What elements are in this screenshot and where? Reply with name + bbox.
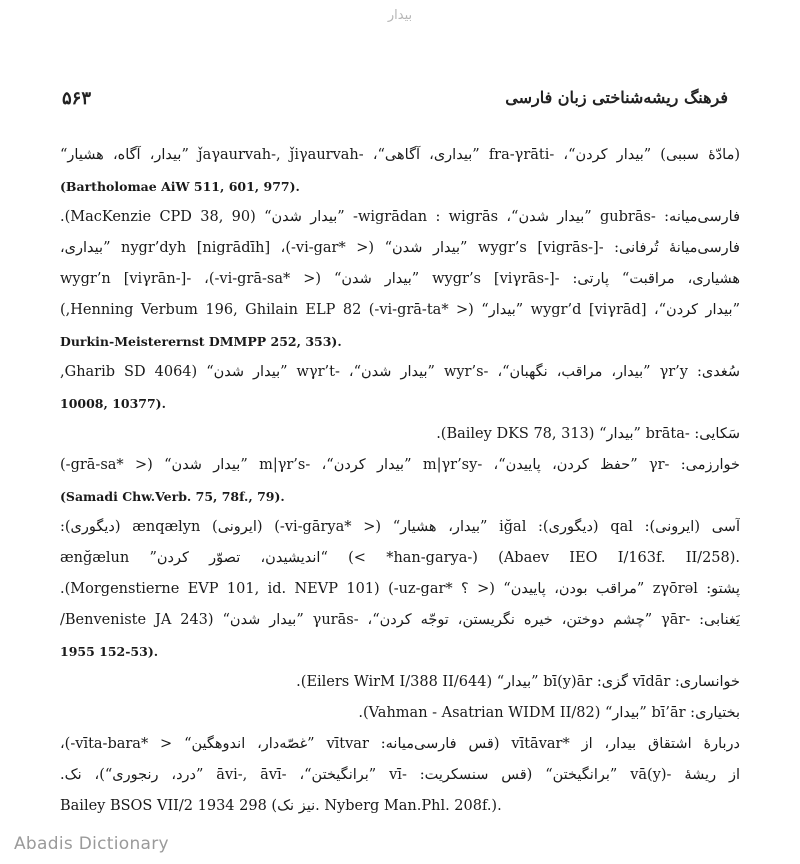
entry-line: 10008, 10377). <box>60 396 166 411</box>
top-headword: بیدار <box>387 8 413 23</box>
entry-line: (Bartholomae AiW 511, 601, 977). <box>60 179 300 194</box>
entry-line: فارسی‌میانه: -gubrās ”بیدار شدن“، wigrādan : wigrās- ”بیدار شدن“ (MacKenzie CPD 38, 90). <box>60 209 740 225</box>
running-head: فرهنگ ریشه‌شناختی زبان فارسی <box>505 88 728 107</box>
entry-line: (Samadi Chw.Verb. 75, 78f., 79). <box>60 489 285 504</box>
page-number: ۵۶۳ <box>62 88 92 109</box>
entry-line: (مادّهٔ سببی) ”بیدار کردن“، -fra-γrāti ”بیداری، آگاهی“، -ǰaγaurvah-, ǰiγaurvah ”بیدار، آگاه، هشیار“ <box>60 147 740 163</box>
entry-line: ”بیدار کردن“، wygr’d [viγrād] ”بیدار“ (< *vi-grā-ta-) Henning Verbum 196, Ghilain ELP 82,) <box>60 302 740 318</box>
entry-line: فارسی‌میانهٔ تُرفانی: -wygr’s [vigrās-] ”بیدار شدن“ (< *vi-gar-)، [nigrādīh] nygr’dyh ”بیداری، <box>60 240 740 256</box>
entry-line: آسی (ایرونی): qal (دیگوری): iğal ”بیدار، هشیار“ (< *vi-gārya-) (ایرونی) ænqælyn (دیگوری): <box>60 519 740 535</box>
entry-line: هشیاری، مراقبت“ پارتی: -wygr’s [viγrās-] ”بیدار شدن“ (< *vi-grā-sa-)، -wygr’n [viγrān-] <box>60 271 740 287</box>
entry-line: ænğælun ”اندیشیدن، تصوّر کردن“ (< *han-garya-) (Abaev IEO I/163f. II/258). <box>60 550 740 566</box>
entry-line: از ریشهٔ -vā(y) ”برانگیختن“ (قس سنسکریت: -vī ”برانگیختن“، -āvi-, āvī ”درد، رنجوری“)، نک. <box>60 767 740 783</box>
entry-line: Bailey BSOS VII/2 1934 298 (نیز نک. Nyberg Man.Phl. 208f.). <box>60 798 502 814</box>
entry-body <box>60 140 740 822</box>
entry-line: بختیاری: bī’ār ”بیدار“ (Vahman - Asatrian WIDM II/82). <box>358 705 740 721</box>
entry-line: خوارزمی: -γr ”حفظ کردن، پاییدن“، -m|γr’sy ”بیدار کردن“، -m|γr’s ”بیدار شدن“ (< *grā-sa-) <box>60 457 740 473</box>
entry-line: خوانساری: vīdār گزی: bī(y)ār ”بیدار“ (Eilers WirM I/388 II/644). <box>296 674 740 690</box>
entry-line: دربارهٔ اشتقاق بیدار، از *vītāvar (قس فارسی‌میانه: vītvar ”غصّه‌دار، اندوهگین“ < *vīta-bara-)، <box>60 736 740 752</box>
site-watermark: Abadis Dictionary <box>14 834 169 854</box>
entry-line: 1955 152-53). <box>60 644 159 659</box>
entry-line: پشتو: zγōrəl ”مراقب بودن، پاییدن“ (< ؟ *uz-gar-) (Morgenstierne EVP 101, id. NEVP 101). <box>60 581 740 597</box>
entry-line: یَغنابی: -γār ”چشم دوختن، خیره نگریستن، توجّه کردن“، -γurās ”بیدار شدن“ (Benveniste JA 243/ <box>60 612 740 628</box>
entry-line: سُغدی: γr’y ”بیدار، مراقب، نگهبان“، -wyr’s ”بیدار شدن“، -wγr’t ”بیدار شدن“ (Gharib SD 4064, <box>60 364 740 380</box>
entry-line: Durkin-Meisterernst DMMPP 252, 353). <box>60 334 342 349</box>
entry-line: سَکایی: -brāta ”بیدار“ (Bailey DKS 78, 313). <box>436 426 740 442</box>
